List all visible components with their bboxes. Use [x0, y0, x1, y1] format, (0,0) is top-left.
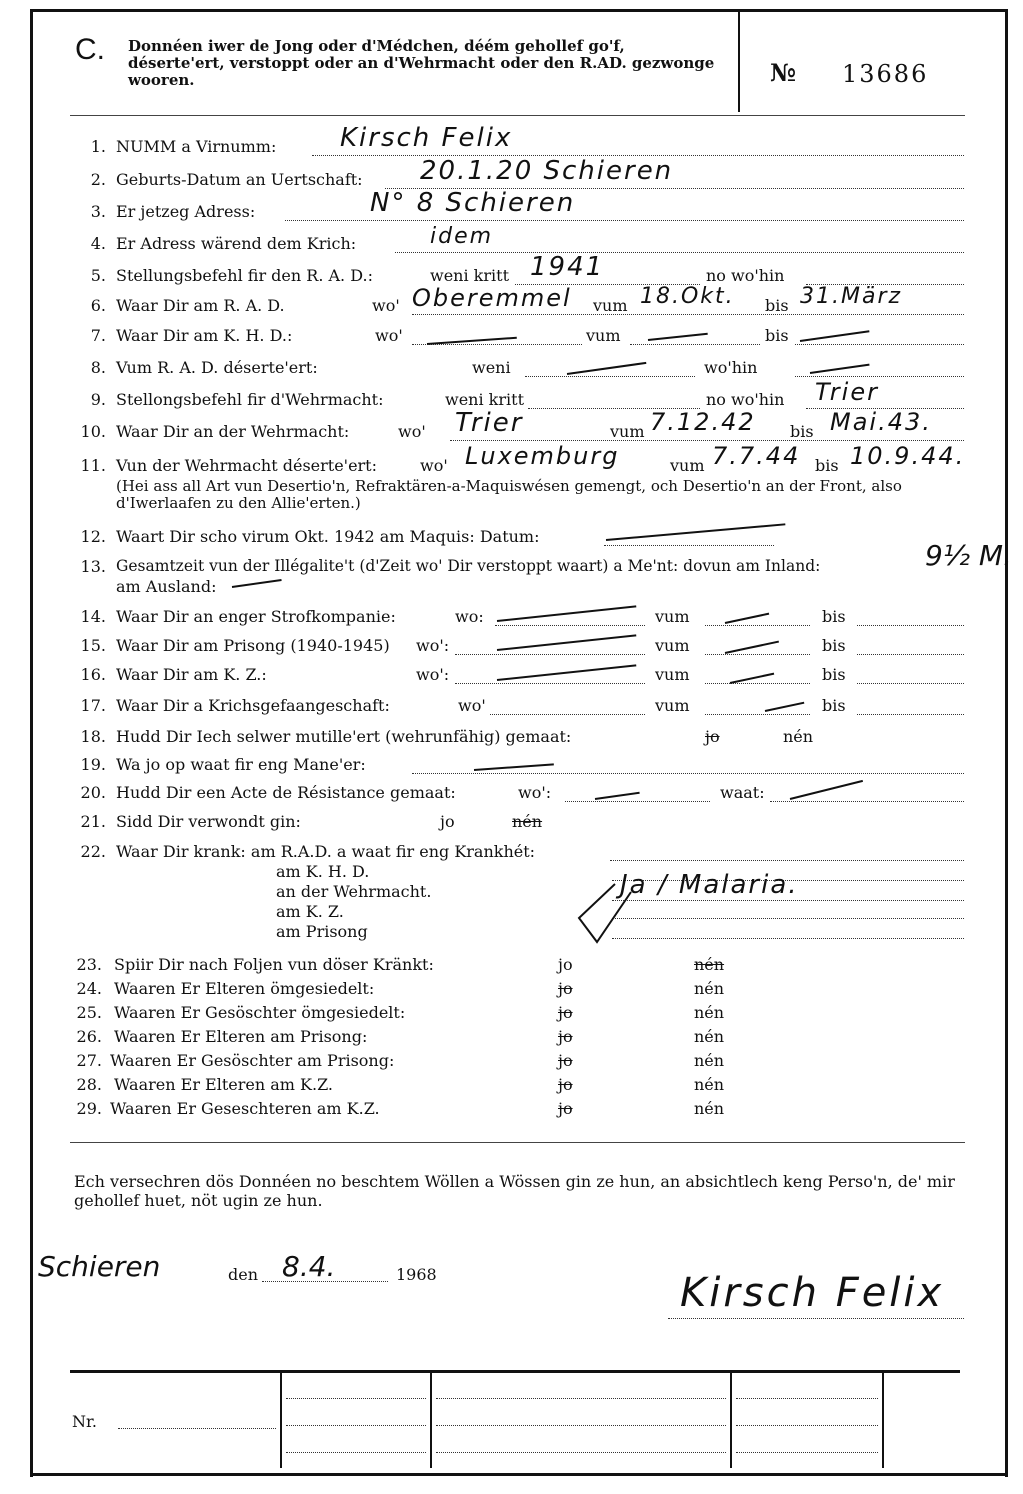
row-number: 5.	[90, 266, 106, 285]
handwritten-to: 31.März	[800, 284, 903, 309]
answer-line[interactable]	[455, 654, 645, 655]
office-field[interactable]	[736, 1425, 878, 1426]
row-label: NUMM a Virnumm:	[116, 137, 277, 156]
answer-line[interactable]	[857, 625, 964, 626]
row-label: Waar Dir an der Wehrmacht:	[116, 422, 350, 441]
wo-label: wo':	[416, 636, 450, 655]
row-label: Waar Dir am Prisong (1940-1945)	[116, 636, 390, 655]
yes-option-struck[interactable]: jo	[558, 1003, 573, 1022]
row-label: Waar Dir krank: am R.A.D. a waat fir eng Krankhét:	[116, 842, 536, 861]
row-label: Waart Dir scho virum Okt. 1942 am Maquis: Datum:	[116, 527, 540, 546]
row-number: 8.	[90, 358, 106, 377]
handwritten-destination: Trier	[815, 378, 879, 406]
office-field[interactable]	[736, 1398, 878, 1399]
row-number: 23.	[76, 955, 102, 974]
row-label: Hudd Dir Iech selwer mutille'ert (wehrunfähig) gemaat:	[116, 727, 572, 746]
answer-line[interactable]	[705, 654, 810, 655]
row-label: Waar Dir an enger Strofkompanie:	[116, 607, 396, 626]
abroad-label: am Ausland:	[116, 577, 217, 596]
no-option[interactable]: nén	[694, 979, 725, 998]
office-field[interactable]	[286, 1425, 426, 1426]
row-number: 28.	[76, 1075, 102, 1094]
section-letter: C.	[75, 33, 105, 66]
no-option-struck[interactable]: nén	[512, 812, 543, 831]
wo-label: wo':	[416, 665, 450, 684]
document-number: 13686	[842, 60, 929, 88]
row-label: Waaren Er Gesöschter ömgesiedelt:	[114, 1003, 406, 1022]
no-option-struck[interactable]: nén	[694, 955, 725, 974]
office-table-top	[70, 1370, 960, 1373]
row-label: Gesamtzeit vun der Illégalite't (d'Zeit wo' Dir verstoppt waart) a Me'nt: dovun am Inland:	[116, 557, 821, 575]
cross-out-stroke	[595, 792, 640, 800]
row-number: 21.	[80, 812, 106, 831]
handwritten-to: Mai.43.	[830, 408, 932, 436]
vum-label: vum	[610, 422, 645, 441]
yes-option-struck[interactable]: jo	[558, 1075, 573, 1094]
yes-option[interactable]: jo	[558, 955, 573, 974]
answer-line[interactable]	[490, 714, 645, 715]
cross-out-stroke	[725, 641, 779, 654]
cross-out-stroke	[606, 523, 785, 541]
no-option[interactable]: nén	[694, 1027, 725, 1046]
office-col-sep	[730, 1373, 732, 1468]
no-option[interactable]: nén	[694, 1051, 725, 1070]
weni-label: weni	[472, 358, 511, 377]
answer-line[interactable]	[450, 440, 964, 441]
row-number: 15.	[80, 636, 106, 655]
row-number: 27.	[76, 1051, 102, 1070]
yes-option-struck[interactable]: jo	[705, 727, 720, 746]
vum-label: vum	[586, 326, 621, 345]
declaration-text: Ech versechren dös Donnéen no beschtem Wöllen a Wössen gin ze hun, an absichtlech keng Perso'n, de' mir gehollef huet, nöt ugin ze hun.	[74, 1172, 955, 1210]
office-field[interactable]	[436, 1425, 726, 1426]
row-label: Waaren Er Elteren am Prisong:	[114, 1027, 368, 1046]
row-label: Waaren Er Geseschteren am K.Z.	[110, 1099, 380, 1118]
row-number: 16.	[80, 665, 106, 684]
office-col-sep	[430, 1373, 432, 1468]
office-field[interactable]	[736, 1452, 878, 1453]
waat-label: waat:	[720, 783, 765, 802]
den-label: den	[228, 1265, 259, 1284]
nr-field[interactable]	[118, 1428, 276, 1429]
row-number: 7.	[90, 326, 106, 345]
row-number: 18.	[80, 727, 106, 746]
no-option[interactable]: nén	[783, 727, 814, 746]
handwritten-to: 10.9.44.	[850, 442, 966, 470]
vum-label: vum	[593, 296, 628, 315]
row-label: Waar Dir am K. Z.:	[116, 665, 267, 684]
answer-line[interactable]	[857, 714, 964, 715]
handwritten-war-address: idem	[430, 224, 494, 249]
wo-label: wo':	[518, 783, 552, 802]
weni-kritt-label: weni kritt	[430, 266, 509, 285]
cross-out-stroke	[790, 780, 863, 800]
row-label: Er jetzeg Adress:	[116, 202, 256, 221]
cross-out-stroke	[497, 605, 636, 622]
row-label: Wa jo op waat fir eng Mane'er:	[116, 755, 366, 774]
bis-label: bis	[765, 326, 789, 345]
nr-label: Nr.	[72, 1412, 97, 1431]
row-number: 20.	[80, 783, 106, 802]
vum-label: vum	[670, 456, 705, 475]
answer-line[interactable]	[795, 376, 964, 377]
handwritten-place: Luxemburg	[465, 442, 620, 470]
bis-label: bis	[790, 422, 814, 441]
answer-line[interactable]	[612, 918, 964, 919]
bis-label: bis	[765, 296, 789, 315]
row-number: 4.	[90, 234, 106, 253]
cross-out-stroke	[648, 333, 708, 341]
cross-out-stroke	[567, 362, 646, 375]
answer-line[interactable]	[565, 801, 710, 802]
cross-out-stroke	[474, 763, 554, 771]
vum-label: vum	[655, 696, 690, 715]
handwritten-place: Trier	[455, 408, 524, 438]
yes-option-struck[interactable]: jo	[558, 1027, 573, 1046]
yes-option-struck[interactable]: jo	[558, 1051, 573, 1070]
handwritten-place: Schieren	[38, 1250, 161, 1283]
answer-line[interactable]	[705, 625, 810, 626]
office-field[interactable]	[286, 1398, 426, 1399]
bis-label: bis	[822, 607, 846, 626]
illness-sub-2: an der Wehrmacht.	[276, 882, 432, 901]
no-option[interactable]: nén	[694, 1075, 725, 1094]
row-label: Stellongsbefehl fir d'Wehrmacht:	[116, 390, 384, 409]
row-number: 11.	[80, 456, 106, 475]
handwritten-date: 8.4.	[282, 1250, 336, 1283]
row-number: 14.	[80, 607, 106, 626]
answer-line[interactable]	[770, 801, 964, 802]
cross-out-stroke	[765, 702, 805, 712]
row-number: 3.	[90, 202, 106, 221]
handwritten-year: 1941	[530, 252, 605, 282]
wo-label: wo'	[458, 696, 486, 715]
handwritten-address: N° 8 Schieren	[370, 188, 576, 218]
handwritten-duration: 9½ M.	[925, 539, 1012, 572]
answer-line[interactable]	[285, 220, 964, 221]
handwritten-place: Oberemmel	[412, 284, 572, 312]
footer-divider	[70, 1142, 965, 1143]
no-option[interactable]: nén	[694, 1003, 725, 1022]
signature: Kirsch Felix	[680, 1270, 945, 1316]
answer-line[interactable]	[455, 683, 645, 684]
handwritten-from: 18.Okt.	[640, 284, 735, 309]
handwritten-from: 7.12.42	[650, 408, 756, 436]
yes-option[interactable]: jo	[440, 812, 455, 831]
cross-out-stroke	[232, 579, 282, 588]
year-printed: 1968	[396, 1265, 437, 1284]
no-wohin-label: no wo'hin	[706, 390, 785, 409]
weni-kritt-label: weni kritt	[445, 390, 524, 409]
form-border-top	[30, 9, 1008, 12]
row-label: Er Adress wärend dem Krich:	[116, 234, 357, 253]
bracket-check-mark	[575, 880, 635, 950]
answer-line[interactable]	[630, 344, 760, 345]
yes-option-struck[interactable]: jo	[558, 1099, 573, 1118]
form-title: Donnéen iwer de Jong oder d'Médchen, déém gehollef go'f, déserte'ert, verstoppt oder an d'Wehrmacht oder den R.AD. gezwonge wooren.	[128, 37, 715, 89]
row-label: Geburts-Datum an Uertschaft:	[116, 170, 363, 189]
row-number: 13.	[80, 557, 106, 576]
handwritten-birth-data: 20.1.20 Schieren	[420, 156, 674, 186]
answer-line[interactable]	[857, 683, 964, 684]
bis-label: bis	[822, 696, 846, 715]
answer-line[interactable]	[604, 545, 774, 546]
answer-line[interactable]	[525, 376, 695, 377]
row-number: 22.	[80, 842, 106, 861]
row-number: 24.	[76, 979, 102, 998]
cross-out-stroke	[497, 634, 636, 651]
cross-out-stroke	[810, 364, 870, 374]
row-label: Waar Dir am R. A. D.	[116, 296, 285, 315]
signature-line[interactable]	[668, 1318, 964, 1319]
answer-line[interactable]	[495, 625, 645, 626]
row-number: 19.	[80, 755, 106, 774]
header-divider	[70, 115, 965, 116]
wohin-label: wo'hin	[704, 358, 758, 377]
row-number: 10.	[80, 422, 106, 441]
wo-label: wo'	[372, 296, 400, 315]
handwritten-from: 7.7.44	[712, 442, 801, 470]
vum-label: vum	[655, 607, 690, 626]
row-label: Stellungsbefehl fir den R. A. D.:	[116, 266, 373, 285]
answer-line[interactable]	[795, 344, 964, 345]
row-label: Waaren Er Gesöschter am Prisong:	[110, 1051, 395, 1070]
office-field[interactable]	[436, 1398, 726, 1399]
office-field[interactable]	[436, 1452, 726, 1453]
row-label: Waar Dir am K. H. D.:	[116, 326, 293, 345]
cross-out-stroke	[800, 330, 870, 342]
no-option[interactable]: nén	[694, 1099, 725, 1118]
form-border-right	[1005, 9, 1008, 1477]
row-label: Hudd Dir een Acte de Résistance gemaat:	[116, 783, 456, 802]
row-number: 12.	[80, 527, 106, 546]
row-number: 6.	[90, 296, 106, 315]
answer-line[interactable]	[705, 683, 810, 684]
bis-label: bis	[822, 636, 846, 655]
row-label: Vum R. A. D. déserte'ert:	[116, 358, 318, 377]
wo-label: wo'	[420, 456, 448, 475]
wo-label: wo'	[398, 422, 426, 441]
office-col-sep	[280, 1373, 282, 1468]
answer-line[interactable]	[612, 938, 964, 939]
row-label: Sidd Dir verwondt gin:	[116, 812, 301, 831]
row-number: 29.	[76, 1099, 102, 1118]
illness-sub-4: am Prisong	[276, 922, 368, 941]
row-number: 25.	[76, 1003, 102, 1022]
form-border-left	[30, 9, 33, 1477]
row-label: Waaren Er Elteren am K.Z.	[114, 1075, 334, 1094]
form-border-bottom	[30, 1473, 1008, 1476]
row-number: 26.	[76, 1027, 102, 1046]
bis-label: bis	[822, 665, 846, 684]
vum-label: vum	[655, 665, 690, 684]
office-field[interactable]	[286, 1452, 426, 1453]
handwritten-illness: Ja / Malaria.	[620, 870, 799, 900]
row-label: Spiir Dir nach Foljen vun döser Kränkt:	[114, 955, 434, 974]
row-number: 1.	[90, 137, 106, 156]
wo-label: wo:	[455, 607, 484, 626]
vum-label: vum	[655, 636, 690, 655]
answer-line[interactable]	[610, 860, 964, 861]
office-col-sep	[882, 1373, 884, 1468]
cross-out-stroke	[725, 613, 769, 624]
row-number: 2.	[90, 170, 106, 189]
yes-option-struck[interactable]: jo	[558, 979, 573, 998]
desertion-note: (Hei ass all Art vun Desertio'n, Refraktären-a-Maquiswésen gemengt, och Desertio'n an der Front, also d'Iwerlaafen zu den Allie'erten.)	[116, 477, 902, 512]
number-sign: №	[770, 58, 797, 87]
no-wohin-label: no wo'hin	[706, 266, 785, 285]
handwritten-name: Kirsch Felix	[340, 123, 513, 153]
row-number: 9.	[90, 390, 106, 409]
answer-line[interactable]	[412, 773, 964, 774]
wo-label: wo'	[375, 326, 403, 345]
row-number: 17.	[80, 696, 106, 715]
bis-label: bis	[815, 456, 839, 475]
row-label: Vun der Wehrmacht déserte'ert:	[116, 456, 377, 475]
illness-sub-3: am K. Z.	[276, 902, 344, 921]
row-label: Waar Dir a Krichsgefaangeschaft:	[116, 696, 390, 715]
answer-line[interactable]	[412, 314, 964, 315]
header-separator	[738, 12, 740, 112]
illness-sub-1: am K. H. D.	[276, 862, 370, 881]
answer-line[interactable]	[395, 252, 964, 253]
answer-line[interactable]	[705, 714, 810, 715]
row-label: Waaren Er Elteren ömgesiedelt:	[114, 979, 375, 998]
answer-line[interactable]	[857, 654, 964, 655]
answer-line[interactable]	[612, 900, 964, 901]
cross-out-stroke	[497, 664, 636, 681]
